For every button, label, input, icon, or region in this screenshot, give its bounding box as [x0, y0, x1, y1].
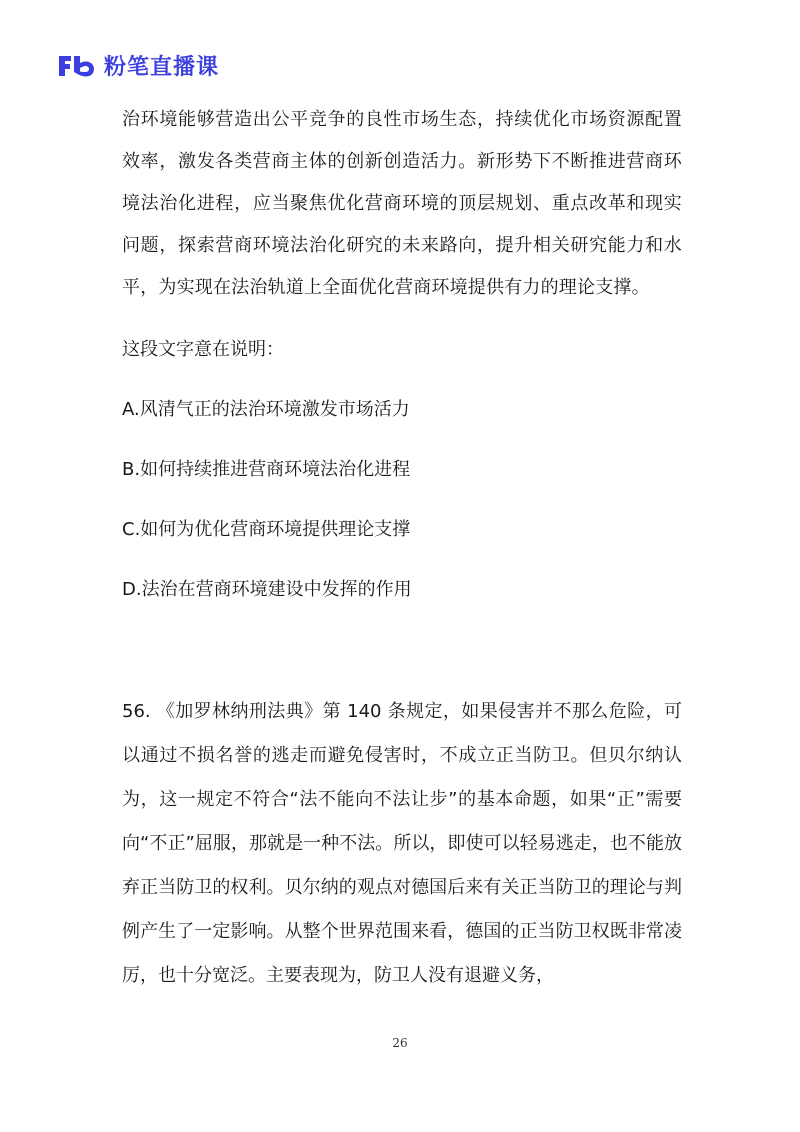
question-prompt: 这段文字意在说明： [122, 339, 284, 360]
passage-text: 治环境能够营造出公平竞争的良性市场生态，持续优化市场资源配置效率，激发各类营商主体的创新创造活力。新形势下不断推进营商环境法治化进程，应当聚焦优化营商环境的顶层规划、重点改革和现实问题，探索营商环境法治化研究的未来路向，提升相关研究能力和水平，为实现在法治轨道上全面优化营商环境提供有力的理论支撑。 [122, 109, 682, 298]
option-a: A.风清气正的法治环境激发市场活力 [122, 399, 410, 420]
question-56-text: 56. 《加罗林纳刑法典》第 140 条规定，如果侵害并不那么危险，可以通过不损名誉的逃走而避免侵害时，不成立正当防卫。但贝尔纳认为，这一规定不符合“法不能向不法让步”的基本命题，如果“正”需要向“不正”屈服，那就是一种不法。所以，即使可以轻易逃走，也不能放弃正当防卫的权利。贝尔纳的观点对德国后来有关正当防卫的理论与判例产生了一定影响。从整个世界范围来看，德国的正当防卫权既非常凌厉，也十分宽泛。主要表现为，防卫人没有退避义务， [122, 701, 682, 986]
question-56 [122, 690, 682, 998]
brand-name: 粉笔直播课 [104, 55, 220, 80]
page-number: 26 [392, 1036, 408, 1050]
option-c: C.如何为优化营商环境提供理论支撑 [122, 519, 411, 540]
option-b: B.如何持续推进营商环境法治化进程 [122, 459, 411, 480]
fb-logo-icon [56, 52, 96, 80]
header [56, 50, 219, 81]
passage [122, 99, 682, 309]
option-d: D.法治在营商环境建设中发挥的作用 [122, 579, 412, 600]
